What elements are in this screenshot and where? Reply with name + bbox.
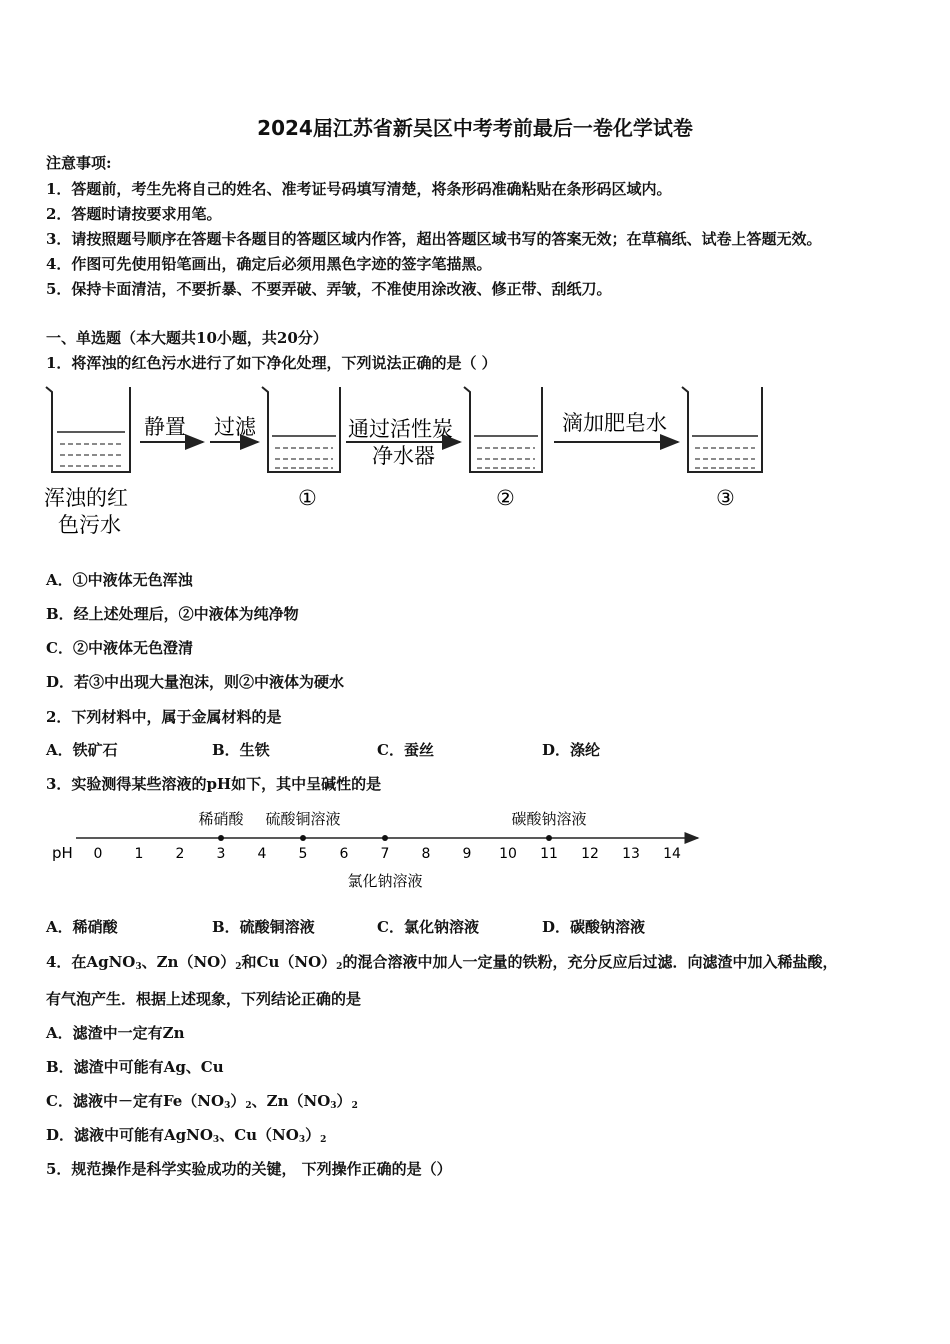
ph-point <box>218 835 224 841</box>
beaker-caption: ③ <box>716 486 735 510</box>
option: A．滤渣中一定有Zn <box>46 1024 185 1042</box>
question-1-stem: 1．将浑浊的红色污水进行了如下净化处理，下列说法正确的是（ ） <box>46 354 497 372</box>
question-5-stem: 5．规范操作是科学实验成功的关键， 下列操作正确的是（） <box>46 1160 452 1178</box>
step-label: 滴加肥皂水 <box>562 411 667 435</box>
notice-item: 3．请按照题号顺序在答题卡各题目的答题区域内作答，超出答题区域书写的答案无效；在草稿纸、试卷上答题无效。 <box>46 230 822 248</box>
ph-point <box>546 835 552 841</box>
ph-tick-label: 9 <box>462 846 472 862</box>
option: B．滤渣中可能有Ag、Cu <box>46 1058 224 1076</box>
ph-tick-label: 13 <box>622 846 640 862</box>
ph-tick-label: 1 <box>134 846 144 862</box>
ph-solution-label: 碳酸钠溶液 <box>511 810 587 828</box>
beaker-caption: ① <box>298 486 317 510</box>
ph-tick-label: 3 <box>216 846 226 862</box>
ph-scale <box>40 800 720 895</box>
ph-tick-label: 10 <box>499 846 517 862</box>
step-label: 净水器 <box>372 444 435 468</box>
ph-tick-label: 7 <box>380 846 390 862</box>
ph-point <box>300 835 306 841</box>
beaker-icon <box>682 387 762 472</box>
option: A．稀硝酸 <box>46 918 118 936</box>
beaker-icon <box>262 387 340 472</box>
notice-item: 5．保持卡面清洁，不要折暴、不要弄破、弄皱，不准使用涂改液、修正带、刮纸刀。 <box>46 280 612 298</box>
option: D．碳酸钠溶液 <box>542 918 646 936</box>
purification-diagram <box>40 380 780 545</box>
ph-solution-label: 硫酸铜溶液 <box>265 810 341 828</box>
option: D．滤液中可能有AgNO$_3$、$Cu(NO_3)_2$ <box>46 1126 327 1145</box>
ph-tick-label: 14 <box>663 846 681 862</box>
ph-tick-label: 12 <box>581 846 599 862</box>
question-4-stem-continued: 有气泡产生．根据上述现象，下列结论正确的是 <box>46 990 362 1008</box>
notice-item: 2．答题时请按要求用笔。 <box>46 205 222 223</box>
option: C．蚕丝 <box>377 741 434 759</box>
page-title: 2024届江苏省新吴区中考考前最后一卷化学试卷 <box>257 116 693 140</box>
step-label: 通过活性炭 <box>348 417 453 441</box>
option: D．涤纶 <box>542 741 601 759</box>
ph-axis-label: pH <box>52 844 73 862</box>
option: C．氯化钠溶液 <box>377 918 479 936</box>
notice-item: 4．作图可先使用铅笔画出，确定后必须用黑色字迹的签字笔描黑。 <box>46 255 492 273</box>
section-heading: 一、单选题（本大题共10小题，共20分） <box>46 329 328 347</box>
option: A．①中液体无色浑浊 <box>46 571 193 589</box>
beaker-caption: 浑浊的红 <box>44 486 128 510</box>
option: C．滤液中－定有$Fe(NO_3)_2$、$Zn(NO_3)_2$ <box>46 1092 358 1111</box>
option: C．②中液体无色澄清 <box>46 639 193 657</box>
question-4-stem: 4．在AgNO$_3$、$Zn(NO)_2$和$Cu(NO)_2$的混合溶液中加人一定量的铁粉，充分反应后过滤．向滤渣中加入稀盐酸， <box>46 953 838 972</box>
question-3-stem: 3．实验测得某些溶液的pH如下，其中呈碱性的是 <box>46 775 382 793</box>
ph-tick-label: 8 <box>421 846 431 862</box>
ph-tick-label: 6 <box>339 846 349 862</box>
notice-heading: 注意事项: <box>46 154 112 172</box>
option: A．铁矿石 <box>46 741 118 759</box>
beaker-caption: ② <box>496 486 515 510</box>
step-label: 静置 <box>144 415 186 439</box>
ph-tick-label: 5 <box>298 846 308 862</box>
ph-point <box>382 835 388 841</box>
ph-tick-label: 2 <box>175 846 185 862</box>
option: B．生铁 <box>212 741 270 759</box>
notice-item: 1．答题前，考生先将自己的姓名、准考证号码填写清楚，将条形码准确粘贴在条形码区域内。 <box>46 180 672 198</box>
question-2-stem: 2．下列材料中，属于金属材料的是 <box>46 708 282 726</box>
option: B．经上述处理后，②中液体为纯净物 <box>46 605 299 623</box>
option: B．硫酸铜溶液 <box>212 918 315 936</box>
option: D．若③中出现大量泡沫，则②中液体为硬水 <box>46 673 345 691</box>
ph-solution-label: 氯化钠溶液 <box>347 872 423 890</box>
beaker-caption: 色污水 <box>58 513 121 537</box>
beaker-icon <box>46 387 130 472</box>
step-label: 过滤 <box>214 415 256 439</box>
ph-tick-label: 4 <box>257 846 267 862</box>
beaker-icon <box>464 387 542 472</box>
ph-tick-label: 11 <box>540 846 558 862</box>
ph-solution-label: 稀硝酸 <box>198 810 244 828</box>
ph-tick-label: 0 <box>93 846 103 862</box>
